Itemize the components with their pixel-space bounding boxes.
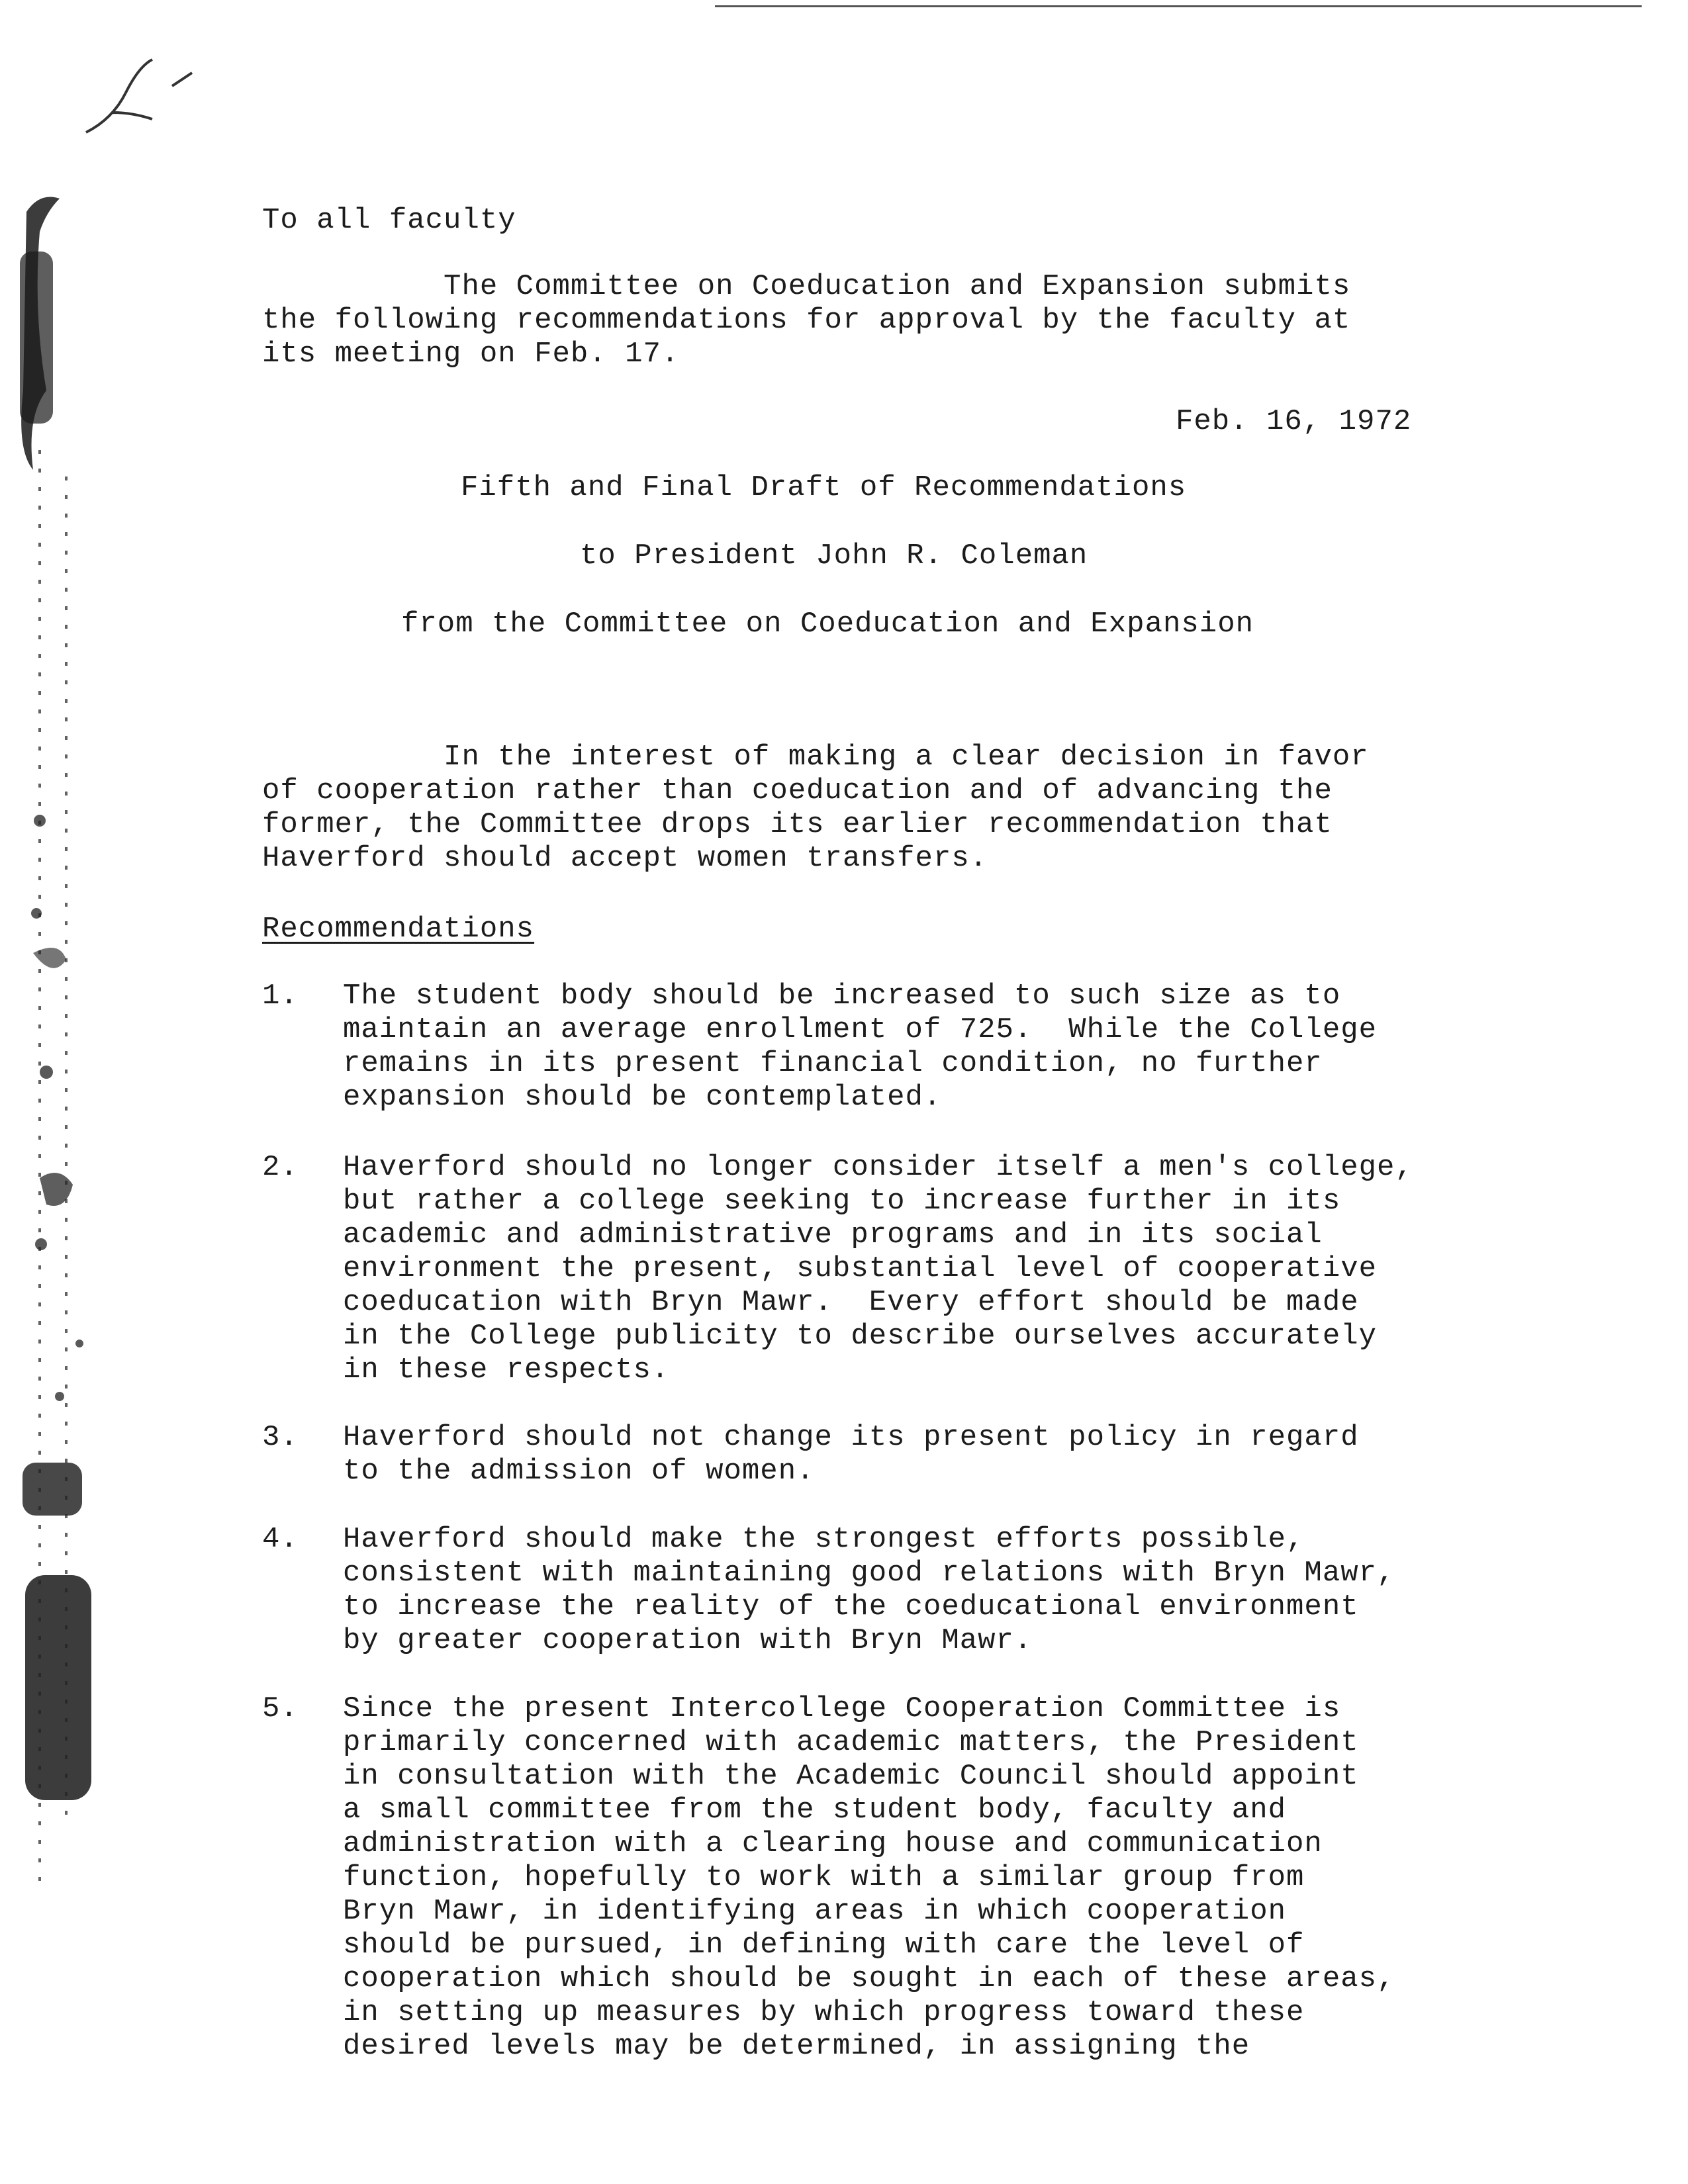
- preamble-line: former, the Committee drops its earlier recommendation that: [262, 808, 1333, 841]
- item-line: academic and administrative programs and in its social: [343, 1218, 1323, 1251]
- item-line: The student body should be increased to such size as to: [343, 979, 1341, 1013]
- intro-line: the following recommendations for approval by the faculty at: [262, 304, 1351, 337]
- preamble-line: Haverford should accept women transfers.: [262, 842, 988, 875]
- item-body: [343, 1151, 1413, 1387]
- intro-paragraph: [262, 270, 1520, 371]
- item-line: desired levels may be determined, in assigning the: [343, 2030, 1250, 2063]
- item-line: coeducation with Bryn Mawr. Every effort should be made: [343, 1286, 1359, 1319]
- preamble-line: of cooperation rather than coeducation and of advancing the: [262, 774, 1333, 807]
- item-line: by greater cooperation with Bryn Mawr.: [343, 1624, 1033, 1657]
- salutation: To all faculty: [262, 204, 516, 237]
- item-line: in the College publicity to describe ourselves accurately: [343, 1320, 1378, 1353]
- handwritten-mark: [73, 46, 205, 152]
- item-line: Bryn Mawr, in identifying areas in which cooperation: [343, 1895, 1287, 1928]
- item-line: a small committee from the student body, faculty and: [343, 1794, 1287, 1827]
- item-line: maintain an average enrollment of 725. While the College: [343, 1013, 1378, 1046]
- item-number: 3.: [262, 1421, 299, 1454]
- binding-edge-artifacts: [0, 172, 132, 1972]
- item-line: Haverford should no longer consider itself a men's college,: [343, 1151, 1413, 1184]
- item-line: cooperation which should be sought in each of these areas,: [343, 1962, 1395, 1995]
- preamble-line: In the interest of making a clear decision in favor: [262, 741, 1369, 774]
- item-line: environment the present, substantial level of cooperative: [343, 1252, 1378, 1285]
- document-date: Feb. 16, 1972: [1176, 405, 1412, 438]
- item-line: to the admission of women.: [343, 1455, 815, 1488]
- item-number: 5.: [262, 1692, 299, 1725]
- title-line-1: Fifth and Final Draft of Recommendations: [461, 471, 1187, 504]
- title-line-2: to President John R. Coleman: [580, 539, 1088, 572]
- section-heading: Recommendations: [262, 913, 535, 946]
- item-line: Since the present Intercollege Cooperation Committee is: [343, 1692, 1341, 1725]
- item-line: in setting up measures by which progress toward these: [343, 1996, 1305, 2029]
- item-line: consistent with maintaining good relations with Bryn Mawr,: [343, 1557, 1395, 1590]
- item-line: in these respects.: [343, 1353, 670, 1387]
- item-line: administration with a clearing house and communication: [343, 1827, 1323, 1860]
- item-line: Haverford should make the strongest efforts possible,: [343, 1523, 1305, 1556]
- item-line: in consultation with the Academic Council should appoint: [343, 1760, 1359, 1793]
- item-line: remains in its present financial condition, no further: [343, 1047, 1323, 1080]
- item-body: [343, 1421, 1359, 1488]
- top-edge-line: [715, 5, 1642, 7]
- item-number: 2.: [262, 1151, 299, 1184]
- item-number: 1.: [262, 979, 299, 1013]
- title-line-3: from the Committee on Coeducation and Expansion: [401, 608, 1254, 641]
- item-body: [343, 1523, 1395, 1658]
- intro-line: its meeting on Feb. 17.: [262, 338, 680, 371]
- item-line: Haverford should not change its present policy in regard: [343, 1421, 1359, 1454]
- item-line: but rather a college seeking to increase further in its: [343, 1185, 1341, 1218]
- item-line: function, hopefully to work with a similar group from: [343, 1861, 1305, 1894]
- item-number: 4.: [262, 1523, 299, 1556]
- intro-line: The Committee on Coeducation and Expansion submits: [262, 270, 1351, 303]
- preamble-paragraph: [262, 741, 1520, 876]
- item-line: should be pursued, in defining with care the level of: [343, 1929, 1305, 1962]
- item-line: to increase the reality of the coeducational environment: [343, 1590, 1359, 1623]
- item-line: expansion should be contemplated.: [343, 1081, 942, 1114]
- item-line: primarily concerned with academic matters, the President: [343, 1726, 1359, 1759]
- item-body: [343, 979, 1377, 1115]
- item-body: [343, 1692, 1395, 2064]
